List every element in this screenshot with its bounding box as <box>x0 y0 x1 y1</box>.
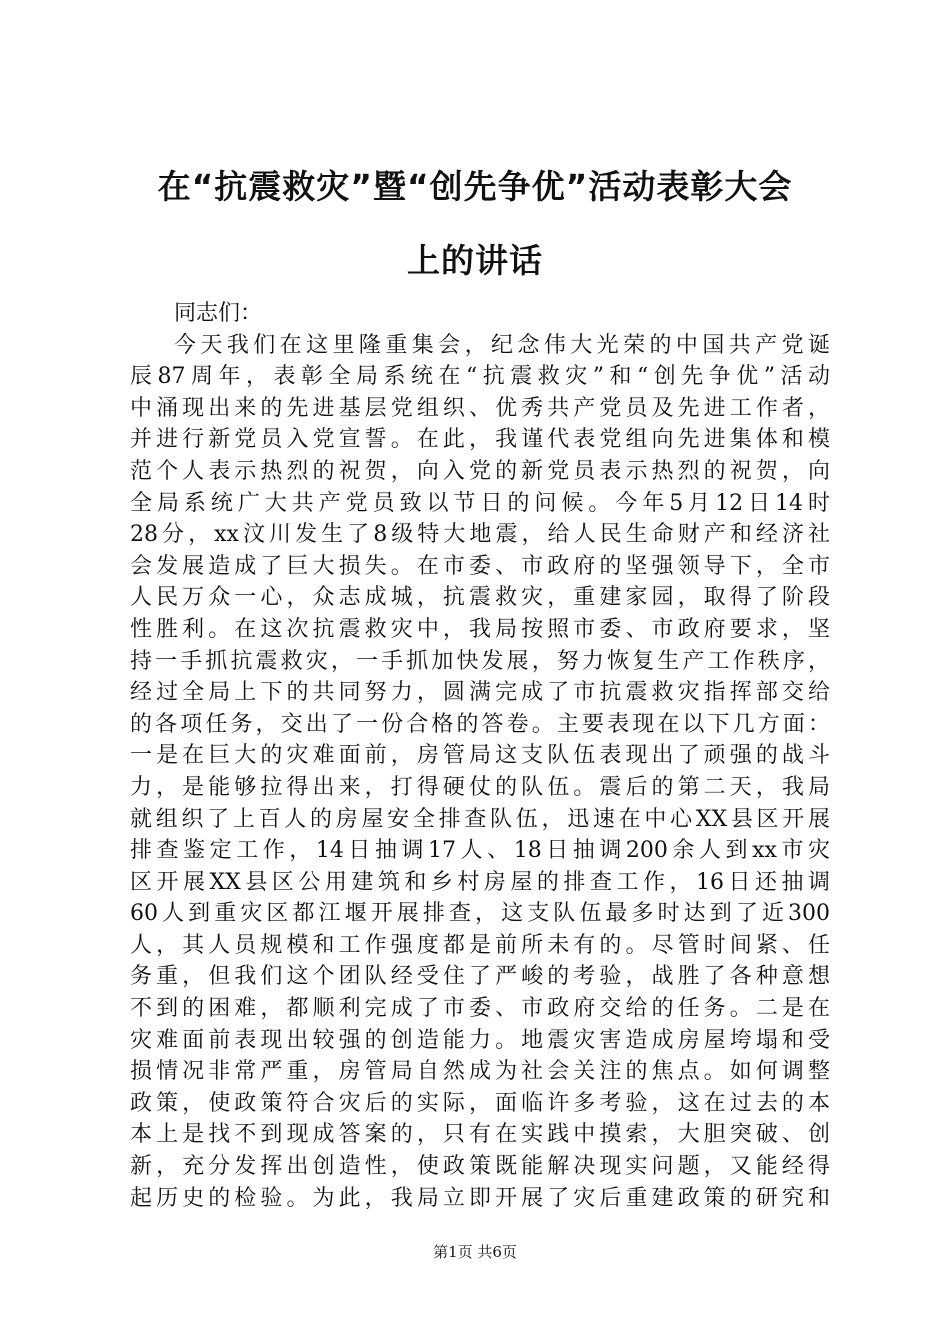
text-line: 务重，但我们这个团队经受住了严峻的考验，战胜了各种意想 <box>130 964 830 990</box>
page-number-footer: 第1页 共6页 <box>433 1243 517 1261</box>
text-line: 经过全局上下的共同努力，圆满完成了市抗震救灾指挥部交给 <box>130 680 830 706</box>
title-line-2: 上的讲话 <box>407 241 543 280</box>
text-line: 区开展XX县区公用建筑和乡村房屋的排查工作，16日还抽调 <box>130 869 830 895</box>
text-line: 新，充分发挥出创造性，使政策既能解决现实问题，又能经得 <box>130 1154 830 1180</box>
text-line: 人，其人员规模和工作强度都是前所未有的。尽管时间紧、任 <box>130 932 830 958</box>
text-line: 全局系统广大共产党员致以节日的问候。今年5月12日14时 <box>130 490 830 516</box>
text-line: 28分，xx汶川发生了8级特大地震，给人民生命财产和经济社 <box>130 522 830 548</box>
text-line: 就组织了上百人的房屋安全排查队伍，迅速在中心XX县区开展 <box>130 806 830 832</box>
text-line: 会发展造成了巨大损失。在市委、市政府的坚强领导下，全市 <box>130 553 830 579</box>
text-line: 并进行新党员入党宣誓。在此，我谨代表党组向先进集体和模 <box>130 427 830 453</box>
text-line: 力，是能够拉得出来，打得硬仗的队伍。震后的第二天，我局 <box>130 774 830 800</box>
text-line: 政策，使政策符合灾后的实际，面临许多考验，这在过去的本 <box>130 1090 830 1116</box>
text-line: 本上是找不到现成答案的，只有在实践中摸索，大胆突破、创 <box>130 1122 830 1148</box>
text-line: 今天我们在这里隆重集会，纪念伟大光荣的中国共产党诞 <box>174 332 830 358</box>
text-line: 起历史的检验。为此，我局立即开展了灾后重建政策的研究和 <box>130 1185 830 1211</box>
text-line: 人民万众一心，众志成城，抗震救灾，重建家园，取得了阶段 <box>130 585 830 611</box>
text-line: 损情况非常严重，房管局自然成为社会关注的焦点。如何调整 <box>130 1059 830 1085</box>
text-line: 辰87周年，表彰全局系统在“抗震救灾”和“创先争优”活动 <box>130 364 830 390</box>
text-line: 中涌现出来的先进基层党组织、优秀共产党员及先进工作者， <box>130 395 830 421</box>
text-line: 持一手抓抗震救灾，一手抓加快发展，努力恢复生产工作秩序， <box>130 648 830 674</box>
text-line: 范个人表示热烈的祝贺，向入党的新党员表示热烈的祝贺，向 <box>130 458 830 484</box>
title-line-1: 在“抗震救灾”暨“创先争优”活动表彰大会 <box>157 167 793 206</box>
speech-body <box>130 298 830 1214</box>
text-line: 60人到重灾区都江堰开展排查，这支队伍最多时达到了近300 <box>130 901 830 927</box>
text-line: 性胜利。在这次抗震救灾中，我局按照市委、市政府要求，坚 <box>130 616 830 642</box>
greeting: 同志们： <box>174 301 263 326</box>
text-line: 一是在巨大的灾难面前，房管局这支队伍表现出了顽强的战斗 <box>130 743 830 769</box>
text-line: 排查鉴定工作，14日抽调17人、18日抽调200余人到xx市灾 <box>130 838 830 864</box>
text-line: 的各项任务，交出了一份合格的答卷。主要表现在以下几方面： <box>130 711 830 737</box>
text-line: 灾难面前表现出较强的创造能力。地震灾害造成房屋垮塌和受 <box>130 1027 830 1053</box>
page-title <box>120 150 830 298</box>
text-line: 不到的困难，都顺利完成了市委、市政府交给的任务。二是在 <box>130 996 830 1022</box>
